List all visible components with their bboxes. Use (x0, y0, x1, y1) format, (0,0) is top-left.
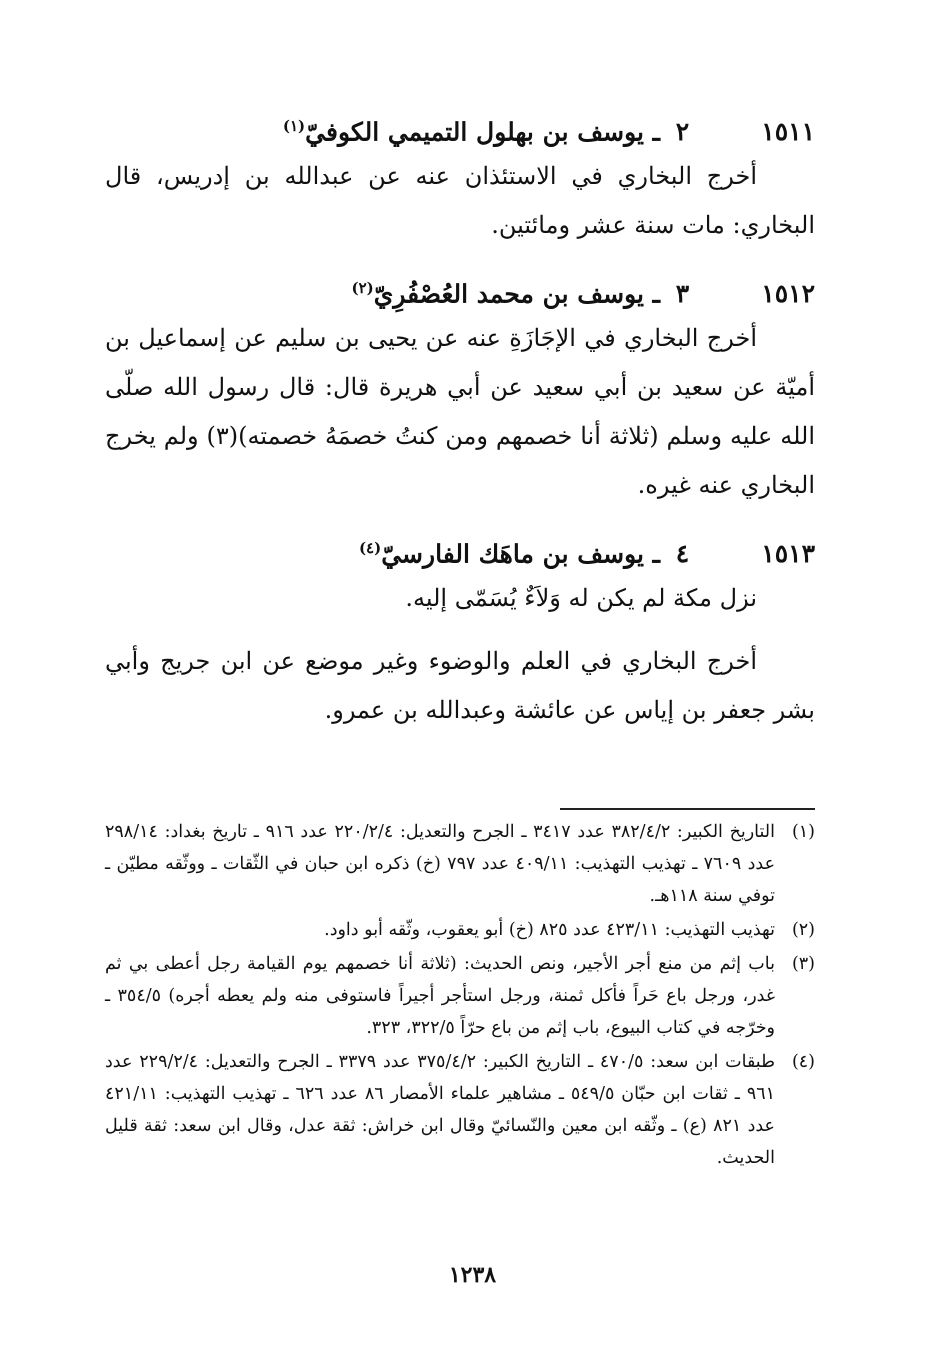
entry-1511 (105, 100, 815, 250)
entry-title-text: ـ يوسف بن بهلول التميمي الكوفيّ (305, 117, 660, 147)
entry-paragraph: أخرج البخاري في الإجَازَةِ عنه عن يحيى بن سليم عن إسماعيل بن أميّة عن سعيد بن أبي سعيد عن أبي هريرة قال: قال رسول الله صلّى الله عليه وسلم (ثلاثة أنا خصمهم ومن كنتُ خصمَهُ خصمته)(٣) ولم يخرج البخاري عنه غيره. (105, 324, 815, 499)
entry-heading (105, 262, 815, 314)
page-body (105, 100, 815, 1330)
footnote-reference[interactable]: (١) (282, 117, 306, 135)
entry-number: ١٥١١ (761, 117, 815, 147)
footnotes (105, 816, 815, 1176)
footnote-label: (٢) (791, 920, 815, 940)
footnote-item (105, 1046, 815, 1174)
entry-title-text: ـ يوسف بن ماهَك الفارسيّ (381, 539, 660, 569)
entry-heading (105, 522, 815, 574)
footnote-item (105, 816, 815, 912)
entry-title-text: ـ يوسف بن محمد العُصْفُرِيّ (373, 279, 660, 309)
entry-title (351, 262, 660, 320)
footnote-reference[interactable]: (٢) (351, 279, 374, 297)
entry-title (283, 100, 660, 158)
entry-1512 (105, 262, 815, 510)
entry-index: ٣ (675, 279, 690, 309)
footnote-text: تهذيب التهذيب: ٤٢٣/١١ عدد ٨٢٥ (خ) أبو يعقوب، وثّقه أبو داود. (324, 920, 775, 940)
footnote-item (105, 914, 815, 946)
entry-index: ٢ (675, 117, 690, 147)
page-number: ١٢٣٨ (448, 1262, 497, 1288)
entry-paragraph: أخرج البخاري في الاستئذان عنه عن عبدالله بن إدريس، قال البخاري: مات سنة عشر ومائتين. (105, 162, 815, 239)
entry-paragraph: أخرج البخاري في العلم والوضوء وغير موضع عن ابن جريج وأبي بشر جعفر بن إياس عن عائشة وعبدالله بن عمرو. (105, 647, 815, 724)
footnote-text: باب إثم من منع أجر الأجير، ونص الحديث: (ثلاثة أنا خصمهم يوم القيامة رجل أعطى بي ثم غدر، ورجل باع حَراً فأكل ثمنة، ورجل استأجر أجيراً فاستوفى منه ولم يعطه أجره) ٣٥٤/٥ ـ وخرّجه في كتاب البيوع، باب إثم من باع حرّاً ٣٢٢/٥، ٣٢٣. (105, 954, 775, 1038)
footnote-reference[interactable]: (٤) (358, 539, 382, 557)
entry-title (359, 522, 660, 580)
footnote-label: (٤) (791, 1052, 815, 1072)
footnote-label: (٣) (791, 954, 815, 974)
entry-heading (105, 100, 815, 152)
entry-1513 (105, 522, 815, 735)
entry-number: ١٥١٢ (761, 279, 815, 309)
footnote-label: (١) (791, 822, 815, 842)
footnote-text: طبقات ابن سعد: ٤٧٠/٥ ـ التاريخ الكبير: ٣٧٥/٤/٢ عدد ٣٣٧٩ ـ الجرح والتعديل: ٢٢٩/٢/٤ عدد ٩٦١ ـ ثقات ابن حبّان ٥٤٩/٥ ـ مشاهير علماء الأمصار ٨٦ عدد ٦٢٦ ـ تهذيب التهذيب: ٤٢١/١١ عدد ٨٢١ (ع) ـ وثّقه ابن معين والنّسائيّ وقال ابن خراش: ثقة عدل، وقال ابن سعد: ثقة قليل الحديث. (105, 1052, 776, 1168)
footnote-item (105, 948, 815, 1044)
footnote-divider (560, 808, 815, 810)
entry-number: ١٥١٣ (761, 539, 815, 569)
entry-index: ٤ (675, 539, 690, 569)
entry-subline: نزل مكة لم يكن له وَلاَءٌ يُسَمّى إليه. (405, 584, 757, 612)
footnote-text: التاريخ الكبير: ٣٨٢/٤/٢ عدد ٣٤١٧ ـ الجرح والتعديل: ٢٢٠/٢/٤ عدد ٩١٦ ـ تاريخ بغداد: ٢٩٨/١٤ عدد ٧٦٠٩ ـ تهذيب التهذيب: ٤٠٩/١١ عدد ٧٩٧ (خ) ذكره ابن حبان في الثّقات ـ ووثّقه مطيّن ـ توفي سنة ١١٨هـ. (105, 822, 776, 906)
